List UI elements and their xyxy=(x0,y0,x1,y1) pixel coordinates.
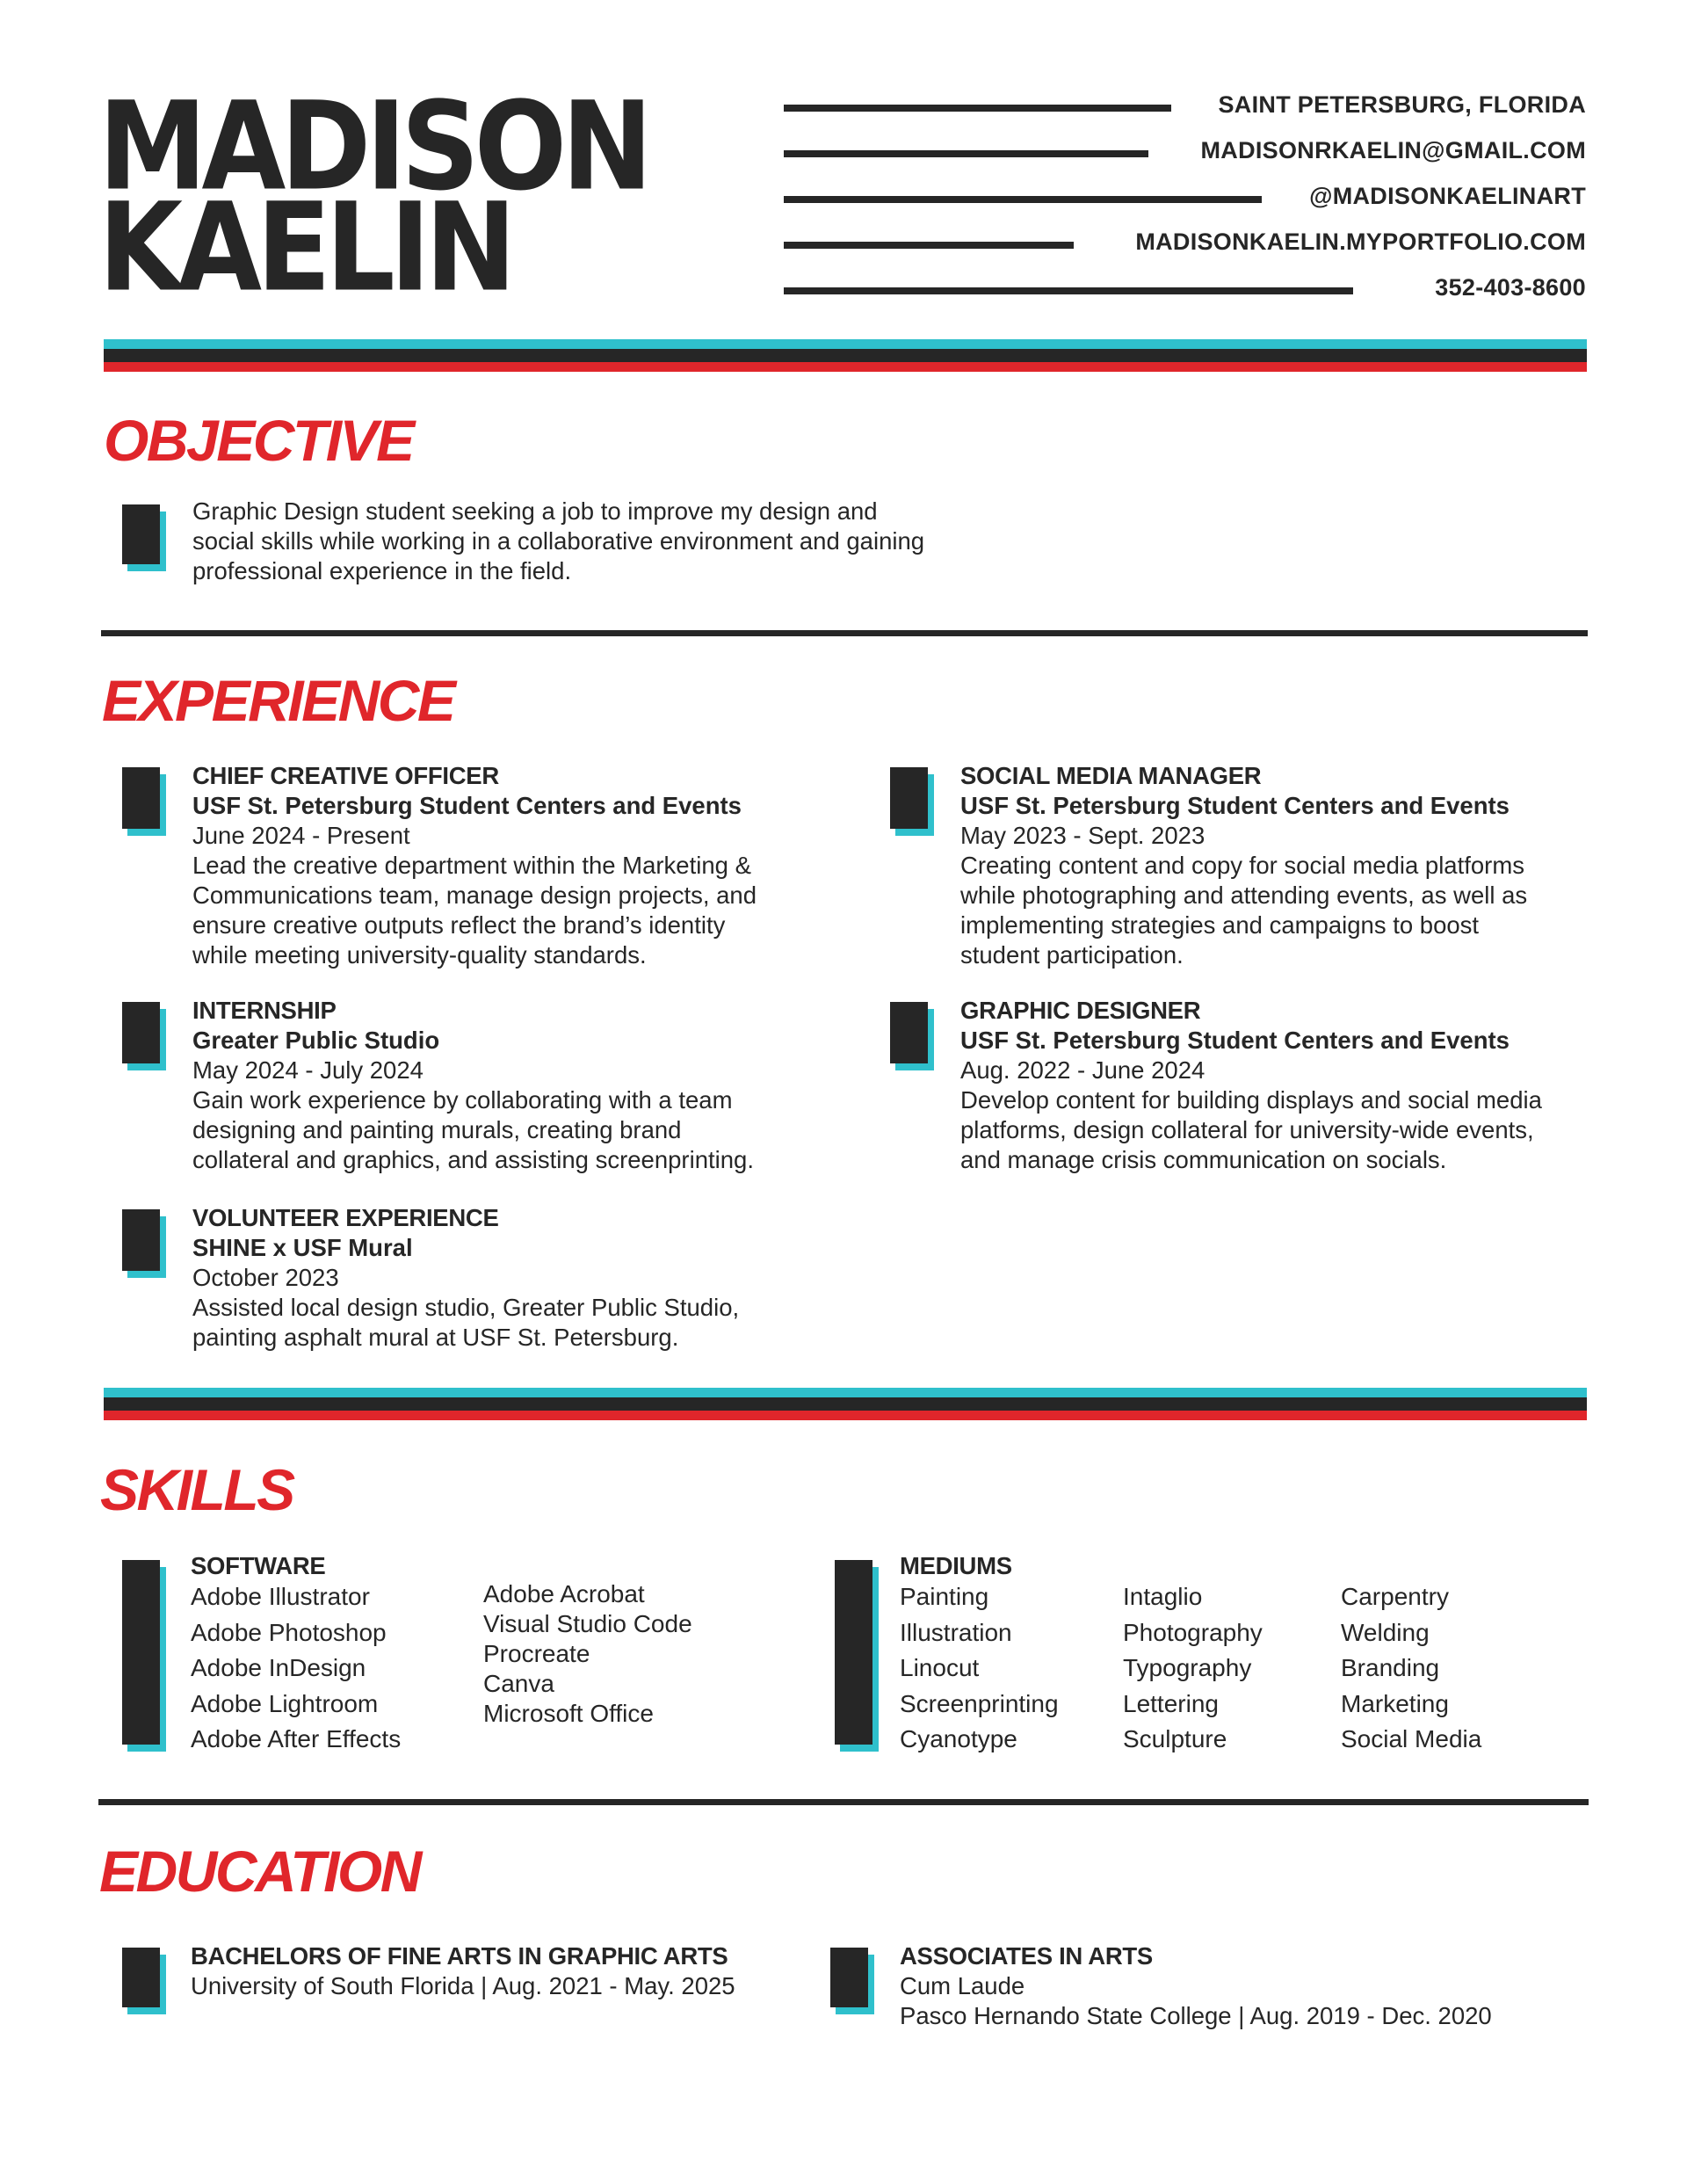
skill-item: Procreate xyxy=(483,1640,590,1667)
job-desc-line: while meeting university-quality standards. xyxy=(192,941,647,969)
degree-line: University of South Florida | Aug. 2021 - May. 2025 xyxy=(191,1972,735,1999)
skill-item: Cyanotype xyxy=(900,1725,1017,1752)
skill-item: Social Media xyxy=(1341,1725,1482,1752)
contact-rule xyxy=(784,196,1262,203)
degree-title: BACHELORS OF FINE ARTS IN GRAPHIC ARTS xyxy=(191,1942,728,1970)
skill-item: Marketing xyxy=(1341,1689,1449,1717)
objective-line: social skills while working in a collaborative environment and gaining xyxy=(192,527,925,555)
job-title: VOLUNTEER EXPERIENCE xyxy=(192,1204,499,1231)
skill-item: Linocut xyxy=(900,1654,980,1681)
job-desc-line: painting asphalt mural at USF St. Petersburg. xyxy=(192,1324,679,1351)
contact-email[interactable]: MADISONRKAELIN@GMAIL.COM xyxy=(1200,137,1586,163)
job-org: USF St. Petersburg Student Centers and Events xyxy=(960,792,1510,819)
degree-line: Cum Laude xyxy=(900,1972,1025,1999)
section-divider xyxy=(98,1799,1589,1805)
experience-item xyxy=(192,761,757,970)
block-marker xyxy=(890,1002,934,1070)
block-marker xyxy=(835,1560,879,1752)
contact-rule xyxy=(784,150,1148,157)
job-title: INTERNSHIP xyxy=(192,997,337,1024)
experience-item xyxy=(192,1203,739,1353)
job-desc-line: Develop content for building displays and social media xyxy=(960,1086,1542,1114)
job-org: SHINE x USF Mural xyxy=(192,1234,413,1261)
job-title: CHIEF CREATIVE OFFICER xyxy=(192,762,499,789)
skills-heading: SKILLS xyxy=(100,1457,293,1522)
section-divider xyxy=(101,630,1588,636)
skill-item: Welding xyxy=(1341,1618,1430,1646)
objective-line: professional experience in the field. xyxy=(192,557,572,584)
mediums-list xyxy=(1341,1579,1481,1758)
skill-item: Adobe Illustrator xyxy=(191,1583,370,1610)
mediums-heading: MEDIUMS xyxy=(900,1552,1012,1579)
skill-item: Sculpture xyxy=(1123,1725,1227,1752)
experience-item xyxy=(960,996,1542,1175)
job-desc-line: Communications team, manage design projects, and xyxy=(192,882,757,909)
job-title: GRAPHIC DESIGNER xyxy=(960,997,1201,1024)
job-desc-line: Gain work experience by collaborating with a team xyxy=(192,1086,733,1114)
education-item xyxy=(191,1941,735,2001)
job-desc-line: ensure creative outputs reflect the brand’s identity xyxy=(192,911,726,939)
objective-heading: OBJECTIVE xyxy=(104,408,413,473)
job-dates: October 2023 xyxy=(192,1264,339,1291)
job-desc-line: collateral and graphics, and assisting screenprinting. xyxy=(192,1146,754,1173)
job-org: Greater Public Studio xyxy=(192,1027,440,1054)
job-desc-line: implementing strategies and campaigns to boost xyxy=(960,911,1480,939)
objective-line: Graphic Design student seeking a job to improve my design and xyxy=(192,497,878,525)
job-dates: May 2023 - Sept. 2023 xyxy=(960,822,1206,849)
contact-phone[interactable]: 352-403-8600 xyxy=(1435,274,1586,301)
degree-title: ASSOCIATES IN ARTS xyxy=(900,1942,1153,1970)
contact-location: SAINT PETERSBURG, FLORIDA xyxy=(1218,91,1586,118)
job-org: USF St. Petersburg Student Centers and Events xyxy=(960,1027,1510,1054)
job-dates: June 2024 - Present xyxy=(192,822,410,849)
skill-item: Lettering xyxy=(1123,1689,1219,1717)
contact-rule xyxy=(784,105,1171,112)
job-title: SOCIAL MEDIA MANAGER xyxy=(960,762,1262,789)
skill-item: Painting xyxy=(900,1583,989,1610)
skill-item: Typography xyxy=(1123,1654,1252,1681)
name-first: MADISON xyxy=(98,76,648,219)
block-marker xyxy=(830,1948,874,2014)
job-org: USF St. Petersburg Student Centers and Events xyxy=(192,792,742,819)
contact-handle[interactable]: @MADISONKAELINART xyxy=(1309,183,1586,209)
contact-rule xyxy=(784,242,1074,249)
skill-item: Branding xyxy=(1341,1654,1440,1681)
skill-item: Intaglio xyxy=(1123,1583,1203,1610)
skill-item: Illustration xyxy=(900,1618,1012,1646)
experience-item xyxy=(960,761,1527,970)
software-list xyxy=(191,1579,401,1758)
stripe-band xyxy=(104,339,1587,372)
software-heading: SOFTWARE xyxy=(191,1552,326,1579)
objective-text xyxy=(192,497,924,586)
skill-item: Canva xyxy=(483,1670,554,1697)
education-heading: EDUCATION xyxy=(99,1839,420,1904)
block-marker xyxy=(122,767,166,836)
skill-item: Adobe Lightroom xyxy=(191,1689,379,1717)
block-marker xyxy=(122,1209,166,1278)
contact-rule xyxy=(784,287,1353,294)
block-marker xyxy=(122,1948,166,2014)
experience-heading: EXPERIENCE xyxy=(102,668,454,733)
degree-line: Pasco Hernando State College | Aug. 2019 - Dec. 2020 xyxy=(900,2002,1492,2029)
skill-item: Visual Studio Code xyxy=(483,1610,692,1637)
mediums-list xyxy=(900,1579,1059,1758)
skill-item: Carpentry xyxy=(1341,1583,1449,1610)
block-marker xyxy=(122,1002,166,1070)
job-desc-line: student participation. xyxy=(960,941,1184,969)
job-desc-line: Assisted local design studio, Greater Public Studio, xyxy=(192,1294,740,1321)
experience-item xyxy=(192,996,754,1175)
software-list xyxy=(483,1579,692,1729)
job-desc-line: and manage crisis communication on socials. xyxy=(960,1146,1447,1173)
skill-item: Microsoft Office xyxy=(483,1700,654,1727)
skill-item: Adobe Acrobat xyxy=(483,1580,645,1607)
job-dates: Aug. 2022 - June 2024 xyxy=(960,1056,1206,1084)
job-desc-line: Lead the creative department within the Marketing & xyxy=(192,852,751,879)
contact-portfolio[interactable]: MADISONKAELIN.MYPORTFOLIO.COM xyxy=(1135,229,1586,255)
block-marker xyxy=(122,1560,166,1752)
skill-item: Adobe InDesign xyxy=(191,1654,366,1681)
job-dates: May 2024 - July 2024 xyxy=(192,1056,424,1084)
name-last: KAELIN xyxy=(98,177,511,320)
skill-item: Adobe Photoshop xyxy=(191,1618,387,1646)
mediums-list xyxy=(1123,1579,1263,1758)
skill-item: Photography xyxy=(1123,1618,1263,1646)
job-desc-line: while photographing and attending events, as well as xyxy=(960,882,1528,909)
education-item xyxy=(900,1941,1492,2031)
block-marker xyxy=(122,504,166,571)
job-desc-line: platforms, design collateral for university-wide events, xyxy=(960,1116,1534,1143)
skill-item: Adobe After Effects xyxy=(191,1725,402,1752)
job-desc-line: Creating content and copy for social media platforms xyxy=(960,852,1524,879)
stripe-band xyxy=(104,1388,1587,1420)
job-desc-line: designing and painting murals, creating brand xyxy=(192,1116,682,1143)
skill-item: Screenprinting xyxy=(900,1689,1059,1717)
block-marker xyxy=(890,767,934,836)
